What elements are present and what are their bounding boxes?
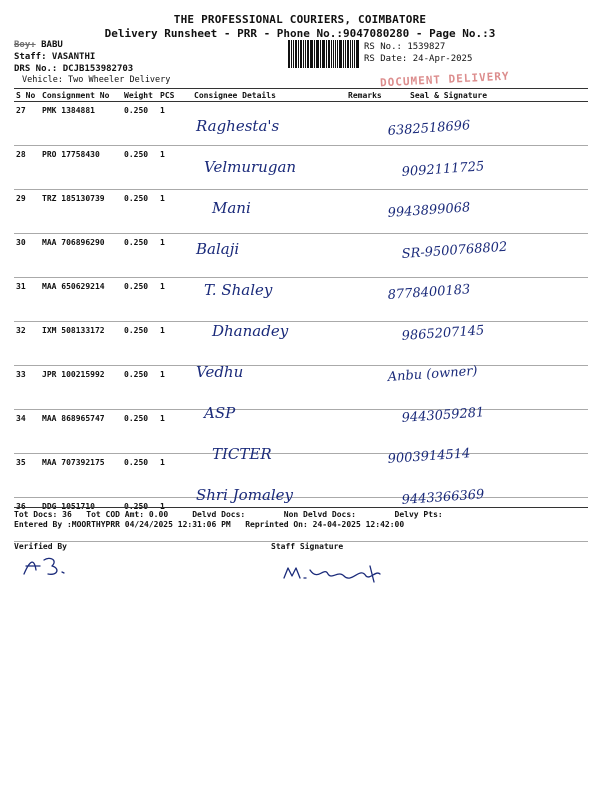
staff-signature-label: Staff Signature (271, 542, 344, 551)
row-pcs: 1 (158, 410, 192, 454)
runsheet-subtitle: Delivery Runsheet - PRR - Phone No.:9047080280 - Page No.:3 (104, 27, 496, 40)
handwritten-consignee: T. Shaley (204, 281, 273, 299)
row-consignment-no: MAA 707392175 (40, 454, 122, 498)
col-weight: Weight (122, 89, 158, 102)
row-sno: 36 (14, 498, 40, 542)
row-weight: 0.250 (122, 234, 158, 278)
row-pcs: 1 (158, 322, 192, 366)
handwritten-consignee: Raghesta's (196, 117, 280, 135)
handwritten-consignee: TICTER (212, 445, 272, 463)
verified-by-label: Verified By (14, 542, 67, 551)
row-sno: 33 (14, 366, 40, 410)
row-weight: 0.250 (122, 190, 158, 234)
handwritten-seal: Anbu (owner) (387, 363, 479, 385)
row-consignment-no: PMK 1384881 (40, 102, 122, 146)
row-weight: 0.250 (122, 366, 158, 410)
delvy-pts: Delvy Pts: (394, 510, 443, 519)
boy-name: BABU (41, 40, 63, 50)
tot-docs: Tot Docs: 36 (14, 510, 72, 519)
row-consignment-no: MAA 706896290 (40, 234, 122, 278)
row-consignment-no: DDG 1051710 (40, 498, 122, 542)
reprinted-on: Reprinted On: 24-04-2025 12:42:00 (245, 520, 405, 529)
row-weight: 0.250 (122, 410, 158, 454)
verified-signature (24, 558, 64, 574)
handwritten-consignee: Velmurugan (204, 158, 297, 176)
row-sno: 30 (14, 234, 40, 278)
boy-label: Boy: (14, 40, 36, 50)
totals-line (14, 510, 443, 519)
row-consignment-no: TRZ 185130739 (40, 190, 122, 234)
handwritten-consignee: ASP (204, 404, 236, 422)
delvd-docs: Delvd Docs: (192, 510, 246, 519)
row-consignment-no: MAA 650629214 (40, 278, 122, 322)
handwritten-consignee: Vedhu (196, 363, 244, 381)
handwritten-seal: SR-9500768802 (401, 239, 508, 262)
row-weight: 0.250 (122, 498, 158, 542)
company-title: THE PROFESSIONAL COURIERS, COIMBATORE (173, 13, 427, 26)
vehicle-line: Vehicle: Two Wheeler Delivery (22, 75, 171, 85)
footer-divider (14, 507, 588, 508)
row-weight: 0.250 (122, 278, 158, 322)
row-consignment-no: PRO 17758430 (40, 146, 122, 190)
col-pcs: PCS (158, 89, 192, 102)
row-pcs: 1 (158, 278, 192, 322)
col-consignee: Consignee Details (192, 89, 346, 102)
handwritten-consignee: Shri Jomaley (196, 486, 294, 504)
row-weight: 0.250 (122, 146, 158, 190)
row-weight: 0.250 (122, 102, 158, 146)
handwritten-seal: 9003914514 (387, 446, 471, 467)
row-consignment-no: IXM 508133172 (40, 322, 122, 366)
row-sno: 27 (14, 102, 40, 146)
handwritten-seal: 9443059281 (401, 405, 485, 426)
staff-line: Staff: VASANTHI (14, 52, 96, 62)
handwritten-seal: 9943899068 (387, 200, 471, 221)
row-pcs: 1 (158, 146, 192, 190)
col-sno: S No (14, 89, 40, 102)
row-pcs: 1 (158, 190, 192, 234)
entry-line (14, 520, 404, 529)
staff-signature-mark (284, 566, 380, 582)
non-delvd-docs: Non Delvd Docs: (283, 510, 356, 519)
rs-number: RS No.: 1539827 (364, 42, 446, 52)
handwritten-consignee: Balaji (196, 240, 240, 258)
row-sno: 29 (14, 190, 40, 234)
handwritten-seal: 9865207145 (401, 323, 485, 344)
col-seal-signature: Seal & Signature (408, 89, 588, 102)
handwritten-seal: 6382518696 (387, 118, 471, 139)
row-sno: 34 (14, 410, 40, 454)
handwritten-consignee: Dhanadey (212, 322, 289, 340)
row-sno: 35 (14, 454, 40, 498)
row-pcs: 1 (158, 234, 192, 278)
handwritten-seal: 8778400183 (387, 282, 471, 303)
row-sno: 32 (14, 322, 40, 366)
handwritten-consignee: Mani (212, 199, 251, 217)
entered-by: Entered By :MOORTHYPRR 04/24/2025 12:31:06 PM (14, 520, 231, 529)
handwritten-seal: 9443366369 (401, 487, 485, 508)
row-consignment-no: MAA 868965747 (40, 410, 122, 454)
row-pcs: 1 (158, 102, 192, 146)
row-weight: 0.250 (122, 322, 158, 366)
tot-cod: Tot COD Amt: 0.00 (86, 510, 169, 519)
row-pcs: 1 (158, 454, 192, 498)
col-remarks: Remarks (346, 89, 408, 102)
row-weight: 0.250 (122, 454, 158, 498)
row-pcs: 1 (158, 498, 192, 542)
document-delivery-stamp: DOCUMENT DELIVERY (379, 69, 510, 90)
rs-date: RS Date: 24-Apr-2025 (364, 54, 473, 64)
row-sno: 28 (14, 146, 40, 190)
col-consignment: Consignment No (40, 89, 122, 102)
row-pcs: 1 (158, 366, 192, 410)
row-consignment-no: JPR 100215992 (40, 366, 122, 410)
drs-number: DRS No.: DCJB153982703 (14, 64, 134, 74)
handwritten-seal: 9092111725 (401, 159, 485, 180)
row-sno: 31 (14, 278, 40, 322)
